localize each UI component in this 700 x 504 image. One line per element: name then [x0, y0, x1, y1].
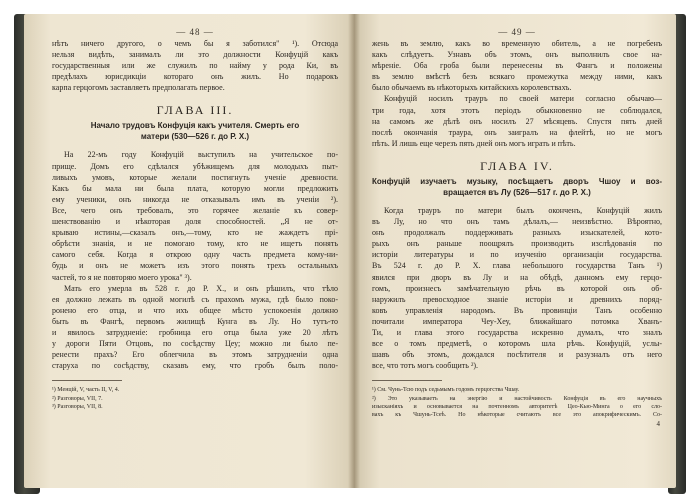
heading-line: Конфуцій изучаетъ музыку, посѣщаетъ дворъ Чшоу и воз- — [372, 176, 662, 186]
footnote-line: вахъ къ Чшунь-Тсеѣ. Но нѣкоторые считаютъ все это апокрифическимъ. Со- — [372, 411, 662, 418]
text-line: шавъ объ этомъ, дождался посѣтителя и разузналъ отъ него — [372, 350, 662, 360]
footnote-line: изысканіяхъ и основывается на почтенномъ авторитетѣ Цео-Кью-Минга о его сло- — [372, 403, 662, 410]
heading-line: Начало трудовъ Конфуція какъ учителя. Смерть его — [90, 121, 300, 131]
text-line: ковъ управленія народомъ. Въ провинціи Танъ особенно — [372, 305, 662, 315]
footnotes — [372, 386, 662, 419]
footnote-rule — [372, 380, 442, 381]
footnote-line: ³) Разговоры, VII, 8. — [52, 403, 103, 410]
right-page — [354, 14, 676, 488]
page-number-header: — 49 — — [498, 27, 536, 37]
text-line: ливыхъ умовъ, которые желали постигнуть ученіе древности. — [52, 172, 338, 182]
footnotes — [52, 386, 338, 411]
heading-line: матери (530—526 г. до Р. Х.) — [140, 132, 250, 142]
open-book — [14, 10, 686, 494]
book-gutter — [348, 14, 360, 488]
text-line: старуха по сосѣдству, сказавъ ему, что гробъ былъ поло- — [52, 361, 338, 371]
text-line: На 22-мъ году Конфуцій выступилъ на учительское по- — [64, 150, 338, 160]
text-line: ронено его отца, и что ихъ общее мѣсто успокоенія должно — [52, 305, 338, 315]
top-paragraph — [372, 38, 662, 149]
text-line: будь и онъ не можетъ изъ этого понять трехъ остальныхъ — [52, 261, 338, 271]
text-line: было обычаемъ въ нѣкоторыхъ китайскихъ королевствахъ. — [372, 83, 572, 93]
text-line: Конфуцій носилъ трауръ по своей матери согласно обычаю— — [384, 94, 662, 104]
text-line: послѣ окончанія траура, онъ заигралъ на флейтѣ, но не могъ — [372, 127, 662, 137]
text-line: Какъ бы мала ни была плата, которую могли предложить — [52, 183, 338, 193]
text-line: все о томъ предметѣ, о которомъ шла рѣчь. Конфуцій, услы- — [372, 339, 662, 349]
text-line: рыхъ онъ раньше поощрялъ производить изслѣдованія по — [372, 239, 662, 249]
text-line: почитали императора Чеу-Хеу, ближайшаго потомка Хванъ- — [372, 316, 662, 326]
text-line: крываю истины,—сказалъ онъ,—тому, кто не жаждетъ прі- — [52, 228, 338, 238]
footnote-line: ²) Разговоры, VII, 7. — [52, 395, 103, 402]
left-page — [24, 14, 354, 488]
text-line: шенствованію и нѣкоторая доля способностей. „Я не от- — [52, 217, 338, 227]
text-line: на самомъ же дѣлѣ онъ носилъ 27 мѣсяцевъ. Спустя пять дней — [372, 116, 662, 126]
page-number-header: — 48 — — [176, 27, 214, 37]
text-line: Все, чего онъ требовалъ, это горячее желаніе къ совер- — [52, 205, 338, 215]
text-line: самого себя. Когда я открою одну часть предмета кому-ни- — [52, 250, 338, 260]
text-line: мѣреніе. Оба гроба были перенесены въ Фангъ и положены — [372, 61, 662, 71]
text-line: жень въ землю, какъ во временную обитель, а не погребенъ — [372, 39, 662, 48]
text-line: обрѣсти знанія, и не помогаю тому, кто не ищетъ понять — [52, 239, 338, 249]
text-line: ея должно лежать въ одной могилѣ съ прахомъ мужа, гдѣ было поко- — [52, 294, 338, 304]
footnote-line: ¹) См. Чунь-Тсю подъ седьмымъ годомъ герцогства Чшау. — [372, 387, 520, 394]
text-line: Мать его умерла въ 528 г. до Р. Х., и онъ рѣшилъ, что тѣло — [64, 283, 338, 293]
text-line: какъ слѣдуетъ. Узнавъ объ этомъ, онъ выполнилъ свое на- — [372, 50, 662, 60]
heading-line: вращается въ Лу (526—517 г. до Р. Х.) — [443, 187, 591, 197]
text-line: наружилъ превосходное знаніе исторіи и древнихъ поряд- — [372, 294, 662, 304]
text-line: частей, то я не повторяю моего урока" ³). — [52, 272, 192, 282]
text-line: у дороги Пяти Отцовъ, по сосѣдству Цеу; можно ли было пе- — [52, 339, 338, 349]
body-text — [52, 149, 338, 371]
text-line: Въ 524 г. до Р. Х. глава небольшого государства Танъ ¹) — [372, 261, 662, 271]
text-line: три года, хотя этотъ періодъ обыкновенно не соблюдался, — [372, 105, 662, 115]
text-line: карпа герцогомъ заставляетъ предполагать первое. — [52, 83, 225, 93]
footnote-line: ¹) Менцій, V, часть II, V, 4. — [52, 387, 120, 394]
footnote-rule — [52, 380, 122, 381]
signature-mark: 4 — [656, 420, 660, 429]
chapter-title: ГЛАВА IV. — [480, 158, 554, 173]
text-line: ему ученики, онъ никогда не отказывалъ имъ въ ученіи ²). — [52, 194, 338, 204]
text-line: ренести прахъ? Его облегчила въ этомъ затрудненіи одна — [52, 350, 338, 360]
chapter-title: ГЛАВА III. — [156, 103, 234, 118]
text-line: гомъ, произнесъ замѣчательную рѣчь въ которой онъ об- — [372, 283, 662, 293]
text-line: въ землю вмѣстѣ безъ всякаго промежутка между ними, какъ — [372, 72, 662, 82]
top-paragraph — [52, 38, 338, 93]
text-line: исторіи литературы и по изученію организаціи государства. — [372, 250, 662, 260]
text-line: государственныя или же служилъ по найму у рода Ки, въ — [52, 61, 338, 71]
text-line: и явилось затрудненіе: гробница его отца была уже 20 лѣтъ — [52, 327, 338, 337]
text-line: въ Лу, но что онъ тамъ дѣлалъ,— неизвѣстно. Вѣроятно, — [372, 217, 662, 227]
body-text — [372, 205, 662, 371]
text-line: явился при дворъ въ Лу и на обѣдѣ, данномъ ему герцо- — [372, 272, 662, 282]
text-line: предѣлахъ юрисдикціи котораго онъ жилъ. Но подарокъ — [52, 72, 338, 82]
text-line: Когда трауръ по матери былъ оконченъ, Конфуцій жилъ — [384, 205, 662, 215]
text-line: нѣтъ ничего другого, о чемъ бы я заботился" ¹). Отсюда — [52, 39, 338, 48]
text-line: быть въ Фангѣ, первомъ жилищѣ Кунга въ Лу. Но тутъ-то — [52, 316, 338, 326]
chapter-heading — [52, 120, 338, 142]
text-line: Ти, и глава этого государства искренно думалъ, что зналъ — [372, 327, 662, 337]
text-line: все, что тотъ могъ сообщить ²). — [372, 361, 479, 371]
text-line: пѣть. И лишь еще черезъ пять дней онъ могъ играть и пѣть. — [372, 138, 576, 148]
footnote-line: ²) Это указываетъ на энергію и настойчивость Конфуція въ его научныхъ — [372, 395, 662, 402]
text-line: прище. Домъ его сдѣлался убѣжищемъ для молодыхъ пыт- — [52, 161, 338, 171]
text-line: нельзя видѣть, занималъ ли это должности Конфуцій какъ — [52, 50, 338, 60]
chapter-heading — [372, 176, 662, 198]
text-line: онъ продолжалъ поддерживать разныхъ изыскателей, кото- — [372, 228, 662, 238]
